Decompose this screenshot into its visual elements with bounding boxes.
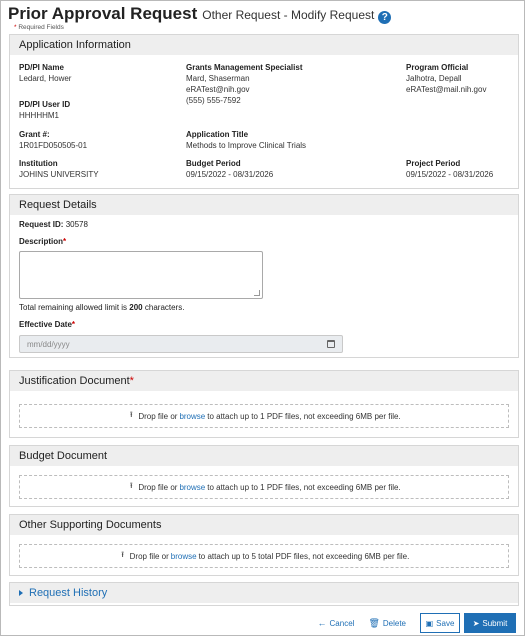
save-button[interactable]	[420, 613, 460, 633]
justification-required-star: *	[129, 375, 134, 387]
pd-pi-name-label: PD/PI Name	[19, 63, 64, 72]
description-textarea[interactable]	[19, 251, 263, 299]
request-history-panel[interactable]	[9, 582, 519, 606]
help-icon[interactable]: ?	[378, 11, 391, 24]
effective-date-label-text: Effective Date	[19, 320, 72, 329]
gms	[186, 62, 302, 106]
cancel-label: Cancel	[329, 618, 355, 628]
justification-heading-text: Justification Document	[19, 375, 130, 387]
pd-pi-user-id	[19, 99, 70, 121]
request-id-label: Request ID:	[19, 220, 64, 229]
budget-dropzone[interactable]	[19, 475, 509, 499]
gms-label: Grants Management Specialist	[186, 63, 303, 72]
page-header	[8, 4, 391, 31]
gms-phone: (555) 555-7592	[186, 96, 241, 105]
upload-icon: ⭱	[121, 550, 125, 559]
send-icon: ➤	[472, 618, 480, 628]
program-official-label: Program Official	[406, 63, 469, 72]
required-note-text: Required Fields	[18, 24, 64, 31]
browse-link[interactable]: browse	[179, 482, 206, 492]
justification-panel	[9, 370, 519, 438]
browse-link[interactable]: browse	[179, 411, 206, 421]
other-documents-dropzone[interactable]	[19, 544, 509, 568]
budget-period-value: 09/15/2022 - 08/31/2026	[186, 170, 274, 179]
application-info-panel	[9, 34, 519, 189]
footer-actions	[318, 613, 516, 633]
institution-label: Institution	[19, 159, 58, 168]
budget-period	[186, 158, 273, 180]
drop-suffix: to attach up to 1 PDF files, not exceeding 6MB per file.	[207, 411, 401, 421]
justification-heading	[10, 371, 518, 391]
limit-value: 200	[129, 303, 143, 312]
submit-button[interactable]	[464, 613, 516, 633]
required-star: *	[14, 24, 17, 31]
required-fields-note	[14, 24, 391, 31]
pd-pi-name-value: Ledard, Hower	[19, 74, 72, 83]
upload-icon: ⭱	[129, 481, 133, 490]
program-official-email: eRATest@mail.nih.gov	[406, 85, 487, 94]
application-info-grid	[10, 55, 518, 188]
gms-name: Mard, Shaserman	[186, 74, 250, 83]
caret-right-icon	[19, 590, 23, 596]
other-documents-panel	[9, 514, 519, 576]
budget-document-panel	[9, 445, 519, 507]
description-label	[19, 237, 509, 246]
upload-icon: ⭱	[129, 410, 133, 419]
gms-email: eRATest@nih.gov	[186, 85, 250, 94]
request-details-panel	[9, 194, 519, 358]
description-label-text: Description	[19, 237, 64, 246]
delete-label: Delete	[382, 618, 406, 628]
calendar-icon[interactable]	[327, 340, 335, 348]
trash-icon: 🗑	[368, 617, 380, 628]
save-label: Save	[436, 618, 455, 628]
project-period-label: Project Period	[406, 159, 461, 168]
application-title	[186, 129, 306, 151]
application-title-value: Methods to Improve Clinical Trials	[186, 141, 307, 150]
other-documents-heading: Other Supporting Documents	[10, 515, 518, 535]
institution	[19, 158, 99, 180]
pd-pi-user-id-label: PD/PI User ID	[19, 100, 71, 109]
program-official-name: Jalhotra, Depall	[406, 74, 462, 83]
request-history-toggle[interactable]	[10, 583, 518, 603]
drop-prefix: Drop file or	[138, 411, 178, 421]
save-icon: ▣	[425, 618, 434, 628]
browse-link[interactable]: browse	[170, 551, 197, 561]
page-subtitle: Other Request - Modify Request	[202, 8, 375, 22]
resize-handle[interactable]	[254, 290, 260, 296]
submit-label: Submit	[482, 618, 508, 628]
page-title: Prior Approval Request	[8, 4, 198, 23]
request-id-value: 30578	[65, 220, 88, 229]
character-limit	[19, 303, 509, 312]
effective-date-required-star: *	[71, 320, 76, 329]
limit-prefix: Total remaining allowed limit is	[19, 303, 128, 312]
request-id	[19, 220, 509, 229]
project-period	[406, 158, 493, 180]
effective-date-placeholder: mm/dd/yyyy	[27, 339, 70, 349]
institution-value: JOHINS UNIVERSITY	[19, 170, 99, 179]
cancel-arrow-icon: ←	[317, 618, 327, 628]
justification-dropzone[interactable]	[19, 404, 509, 428]
description-required-star: *	[63, 237, 67, 246]
limit-suffix: characters.	[144, 303, 185, 312]
drop-prefix: Drop file or	[138, 482, 178, 492]
budget-period-label: Budget Period	[186, 159, 241, 168]
effective-date-input[interactable]	[19, 335, 343, 353]
program-official	[406, 62, 486, 95]
pd-pi-name	[19, 62, 71, 84]
delete-button[interactable]	[368, 618, 406, 629]
budget-document-heading: Budget Document	[10, 446, 518, 466]
grant-number-value: 1R01FD050505-01	[19, 141, 88, 150]
request-history-heading: Request History	[29, 587, 108, 599]
effective-date-label	[19, 320, 509, 329]
application-info-heading: Application Information	[10, 35, 518, 55]
application-title-label: Application Title	[186, 130, 249, 139]
drop-prefix: Drop file or	[129, 551, 169, 561]
drop-suffix: to attach up to 1 PDF files, not exceeding 6MB per file.	[207, 482, 401, 492]
cancel-button[interactable]	[318, 618, 355, 628]
request-details-heading: Request Details	[10, 195, 518, 215]
project-period-value: 09/15/2022 - 08/31/2026	[406, 170, 494, 179]
grant-number-label: Grant #:	[19, 130, 50, 139]
grant-number	[19, 129, 87, 151]
drop-suffix: to attach up to 5 total PDF files, not exceeding 6MB per file.	[198, 551, 410, 561]
pd-pi-user-id-value: HHHHHM1	[19, 111, 59, 120]
